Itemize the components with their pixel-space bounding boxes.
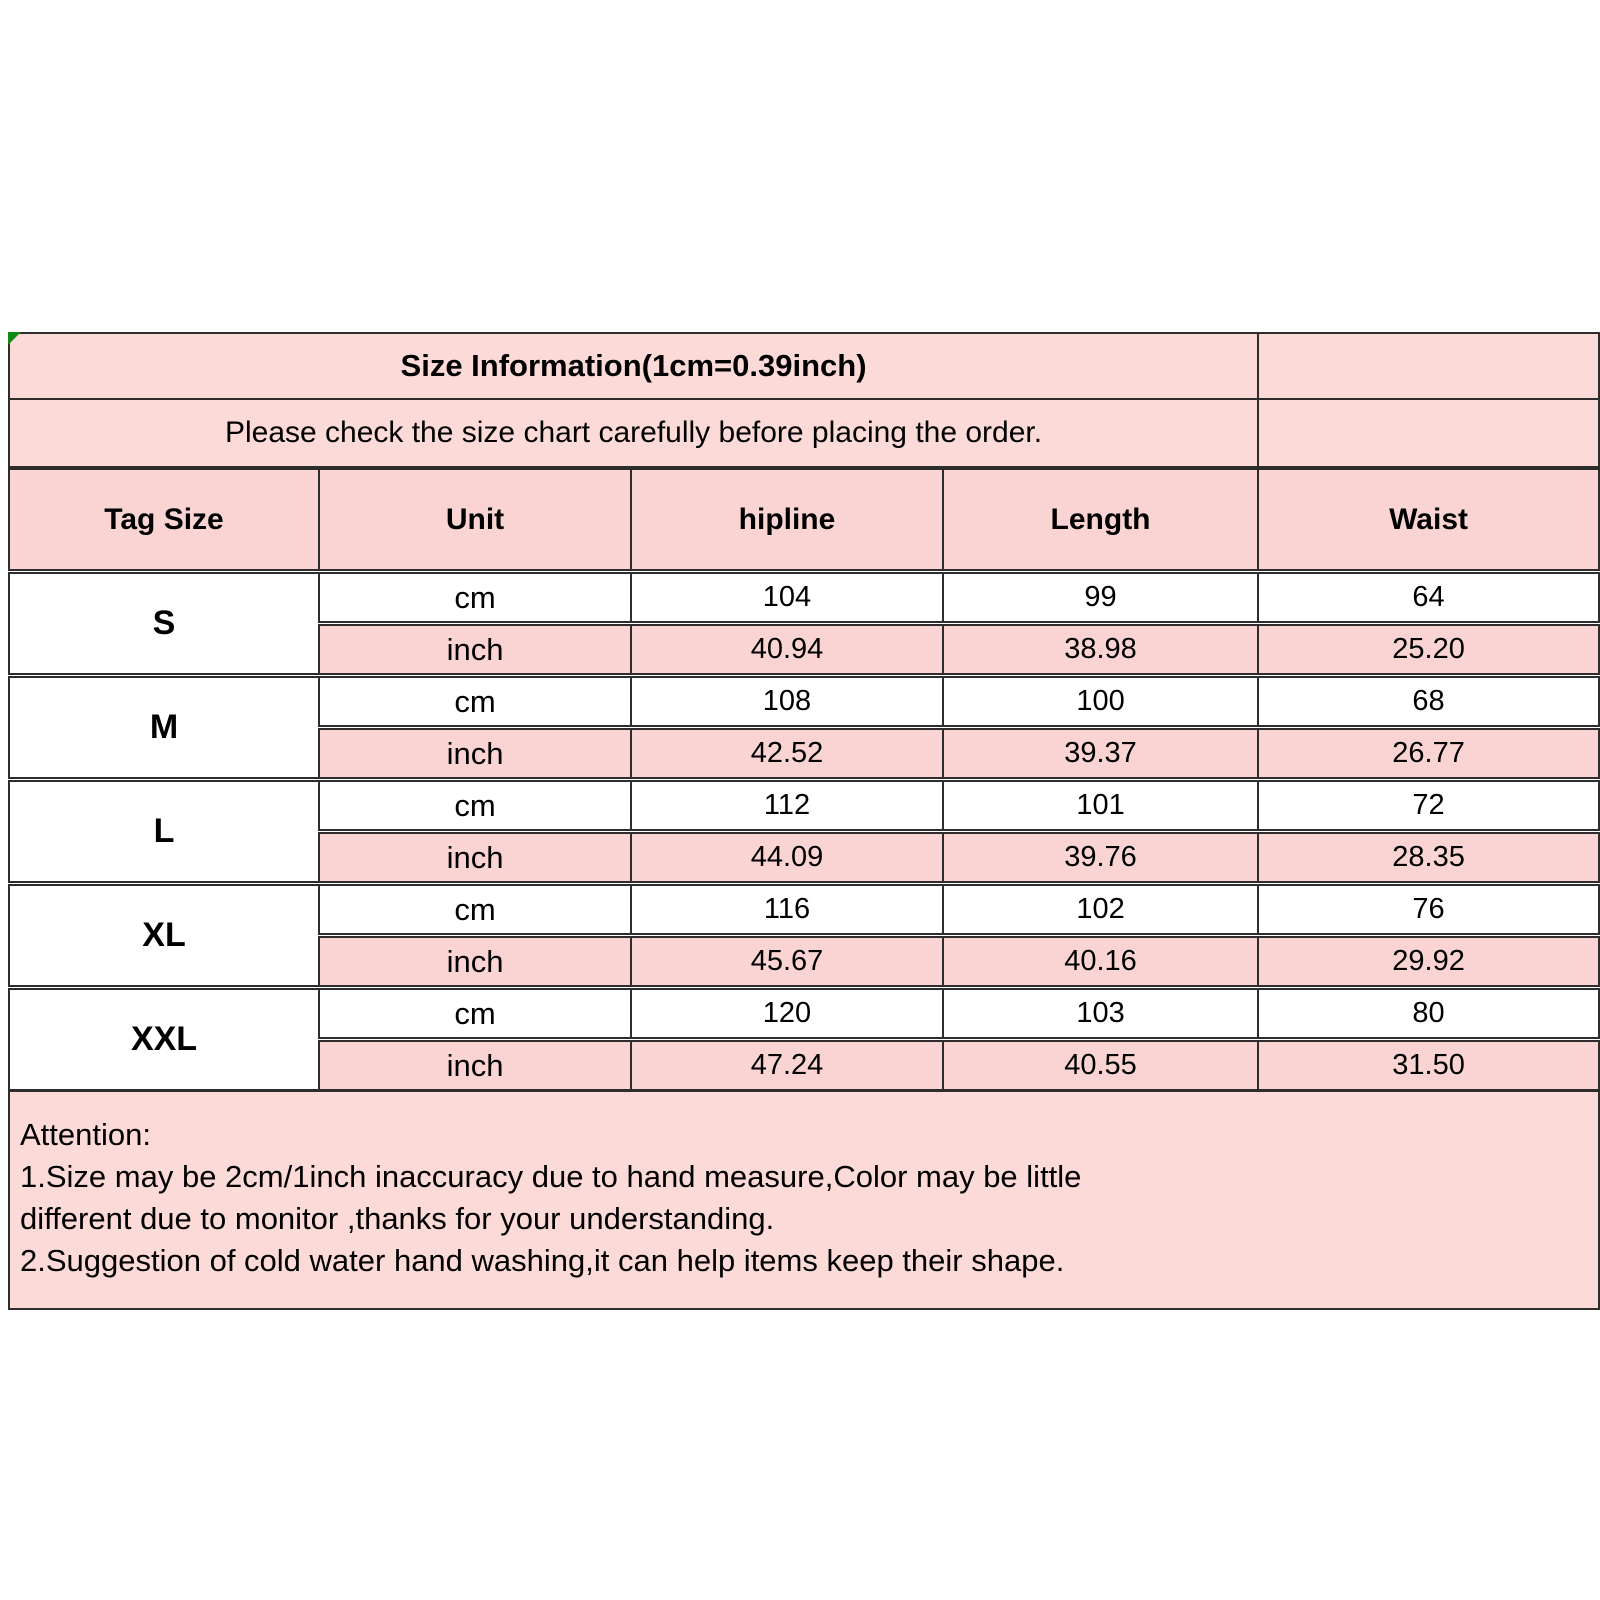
- row-xl-cm: [9, 884, 1599, 936]
- value-waist-cm: 68: [1258, 676, 1599, 728]
- table-subtitle: Please check the size chart carefully before placing the order.: [9, 399, 1258, 468]
- size-label-l: L: [9, 780, 319, 884]
- value-waist-inch: 29.92: [1258, 936, 1599, 988]
- value-waist-cm: 80: [1258, 988, 1599, 1040]
- value-hipline-cm: 108: [631, 676, 943, 728]
- value-length-inch: 38.98: [943, 624, 1258, 676]
- value-length-cm: 102: [943, 884, 1258, 936]
- attention-block: [9, 1091, 1599, 1310]
- value-length-cm: 103: [943, 988, 1258, 1040]
- title-row: [9, 333, 1599, 399]
- value-hipline-cm: 120: [631, 988, 943, 1040]
- attention-line-3: 2.Suggestion of cold water hand washing,it can help items keep their shape.: [20, 1243, 1065, 1278]
- size-label-m: M: [9, 676, 319, 780]
- size-chart-table: [8, 332, 1600, 1310]
- value-waist-inch: 26.77: [1258, 728, 1599, 780]
- value-hipline-cm: 104: [631, 572, 943, 624]
- value-hipline-inch: 47.24: [631, 1040, 943, 1091]
- value-waist-inch: 25.20: [1258, 624, 1599, 676]
- size-label-s: S: [9, 572, 319, 676]
- attention-line-1: 1.Size may be 2cm/1inch inaccuracy due to hand measure,Color may be little: [20, 1159, 1082, 1194]
- value-waist-inch: 28.35: [1258, 832, 1599, 884]
- value-length-cm: 100: [943, 676, 1258, 728]
- column-header-tag-size: Tag Size: [9, 468, 319, 572]
- subtitle-row: [9, 399, 1599, 468]
- value-waist-cm: 72: [1258, 780, 1599, 832]
- value-length-inch: 39.37: [943, 728, 1258, 780]
- row-xxl-cm: [9, 988, 1599, 1040]
- unit-label-inch: inch: [319, 832, 631, 884]
- unit-label-inch: inch: [319, 728, 631, 780]
- subtitle-row-empty-cell: [1258, 399, 1599, 468]
- column-header-unit: Unit: [319, 468, 631, 572]
- unit-label-cm: cm: [319, 988, 631, 1040]
- unit-label-cm: cm: [319, 884, 631, 936]
- unit-label-cm: cm: [319, 572, 631, 624]
- excel-corner-marker-icon: [8, 332, 21, 345]
- value-hipline-cm: 112: [631, 780, 943, 832]
- unit-label-cm: cm: [319, 780, 631, 832]
- attention-heading: Attention:: [20, 1117, 151, 1152]
- value-hipline-cm: 116: [631, 884, 943, 936]
- size-label-xxl: XXL: [9, 988, 319, 1091]
- table-title: Size Information(1cm=0.39inch): [9, 333, 1258, 399]
- row-m-cm: [9, 676, 1599, 728]
- attention-line-2: different due to monitor ,thanks for your understanding.: [20, 1201, 775, 1236]
- unit-label-inch: inch: [319, 936, 631, 988]
- column-header-waist: Waist: [1258, 468, 1599, 572]
- size-label-xl: XL: [9, 884, 319, 988]
- value-length-inch: 40.55: [943, 1040, 1258, 1091]
- value-length-cm: 101: [943, 780, 1258, 832]
- value-hipline-inch: 40.94: [631, 624, 943, 676]
- size-chart: [8, 332, 1598, 1310]
- value-waist-cm: 76: [1258, 884, 1599, 936]
- attention-row: [9, 1091, 1599, 1310]
- column-header-row: [9, 468, 1599, 572]
- row-s-cm: [9, 572, 1599, 624]
- value-length-inch: 39.76: [943, 832, 1258, 884]
- value-hipline-inch: 42.52: [631, 728, 943, 780]
- unit-label-inch: inch: [319, 1040, 631, 1091]
- value-waist-cm: 64: [1258, 572, 1599, 624]
- unit-label-cm: cm: [319, 676, 631, 728]
- column-header-hipline: hipline: [631, 468, 943, 572]
- row-l-cm: [9, 780, 1599, 832]
- value-length-inch: 40.16: [943, 936, 1258, 988]
- unit-label-inch: inch: [319, 624, 631, 676]
- column-header-length: Length: [943, 468, 1258, 572]
- value-hipline-inch: 45.67: [631, 936, 943, 988]
- value-length-cm: 99: [943, 572, 1258, 624]
- value-hipline-inch: 44.09: [631, 832, 943, 884]
- value-waist-inch: 31.50: [1258, 1040, 1599, 1091]
- title-row-empty-cell: [1258, 333, 1599, 399]
